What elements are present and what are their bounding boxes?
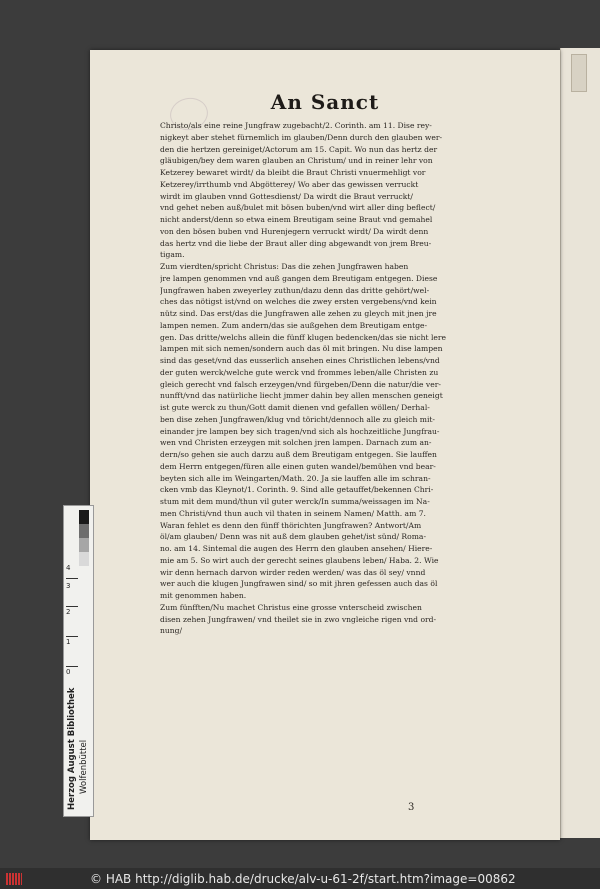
document-page bbox=[90, 50, 560, 840]
text-line: ben dise zehen Jungfrawen/klug vnd töricht/dennoch alle zu gleich mit- bbox=[160, 414, 436, 424]
text-line: Waran fehlet es denn den fünff thörichten Jungfrawen? Antwort/Am bbox=[160, 520, 422, 530]
adjacent-page-edge bbox=[560, 48, 600, 838]
gray-bar-light bbox=[79, 552, 89, 566]
text-line: nicht anderst/denn so etwa einem Breutigam seine Braut vnd gemahel bbox=[160, 215, 433, 224]
text-line: cken vmb das Kleynot/1. Corinth. 9. Sind alle getauffet/bekennen Chri- bbox=[160, 485, 434, 495]
scale-number: 0 bbox=[66, 668, 71, 676]
text-line: mie am 5. So wirt auch der gerecht seines glaubens leben/ Haba. 2. Wie bbox=[160, 555, 439, 565]
text-line: einander jre lampen bey sich tragen/vnd sich als hochzeitliche Jungfrau- bbox=[160, 426, 440, 436]
text-line: no. am 14. Sintemal die augen des Herrn den glauben ansehen/ Hiere- bbox=[160, 544, 433, 553]
text-line: lampen mit sich nemen/sondern auch das öl mit bringen. Nu dise lampen bbox=[160, 344, 443, 354]
text-line: ist gute werck zu thun/Gott damit dienen vnd gefallen wöllen/ Derhal- bbox=[160, 403, 430, 412]
page-clip bbox=[571, 54, 587, 92]
text-line: das hertz vnd die liebe der Braut aller ding abgewandt von jrem Breu- bbox=[160, 238, 432, 248]
text-line: nunfft/vnd das natürliche liecht jmmer dahin bey allen menschen geneigt bbox=[160, 391, 443, 401]
text-line: dern/so gehen sie auch darzu auß dem Breutigam entgegen. Sie lauffen bbox=[160, 450, 437, 459]
text-line: tigam. bbox=[160, 250, 185, 260]
text-line: wir denn hernach darvon wirder reden werden/ was das öl sey/ vnnd bbox=[160, 567, 426, 577]
text-line: wirdt im glauben vnnd Gottesdienst/ Da wirdt die Braut verruckt/ bbox=[160, 191, 413, 201]
text-line: Ketzerey/irrthumb vnd Abgötterey/ Wo aber das gewissen verruckt bbox=[160, 179, 419, 189]
text-line: jre lampen genommen vnd auß gangen dem Breutigam entgegen. Diese bbox=[160, 273, 438, 283]
scale-tick bbox=[66, 606, 78, 607]
scale-tick bbox=[66, 636, 78, 637]
signature-mark: 3 bbox=[408, 802, 415, 813]
text-line: vnd gehet neben auß/bulet mit bösen buben/vnd wirt aller ding beflect/ bbox=[160, 203, 436, 213]
text-line: den die hertzen gereiniget/Actorum am 15. Capit. Wo nun das hertz der bbox=[160, 144, 438, 154]
text-line: gleich gerecht vnd falsch erzeygen/vnd fürgeben/Denn die natur/die ver- bbox=[160, 379, 441, 389]
text-line: nütz sind. Das erst/das die Jungfrawen alle zehen zu gleych mit jnen jre bbox=[160, 309, 437, 318]
gray-bar-dark bbox=[79, 524, 89, 538]
library-name: Herzog August Bibliothek bbox=[67, 687, 77, 810]
text-line: dem Herrn entgegen/füren alle einen guten wandel/bemühen vnd bear- bbox=[160, 461, 436, 471]
text-line: mit genommen haben. bbox=[160, 591, 247, 600]
text-line: sind das geset/vnd das eusserlich ansehen eines Christlichen lebens/vnd bbox=[160, 356, 440, 365]
text-line: von den bösen buben vnd Hurenjegern verruckt wirdt/ Da wirdt denn bbox=[160, 226, 429, 236]
text-line: Jungfrawen haben zweyerley zuthun/dazu denn das dritte gehört/wel- bbox=[160, 285, 430, 295]
text-line: Christo/als eine reine Jungfraw zugebacht/2. Corinth. am 11. Dise rey- bbox=[160, 121, 432, 130]
text-line: stum mit dem mund/thun vil guter werck/In summa/weissagen im Na- bbox=[160, 497, 430, 506]
footer-bar bbox=[0, 868, 600, 889]
scale-number: 3 bbox=[66, 582, 71, 590]
page-heading: An Sanct bbox=[270, 90, 380, 114]
text-line: wen vnd Christen erzeygen mit solchen jren lampen. Darnach zum an- bbox=[160, 438, 432, 448]
text-line: ches das nötigst ist/vnd on welches die zwey ersten vergebens/vnd kein bbox=[160, 297, 437, 307]
scale-tick bbox=[66, 666, 78, 667]
text-line: disen zehen Jungfrawen/ vnd theilet sie in zwo vngleiche rigen vnd ord- bbox=[160, 614, 437, 624]
gray-scale-card bbox=[63, 505, 94, 817]
text-line: beyten sich alle im Weingarten/Math. 20. Ja sie lauffen alle im schran- bbox=[160, 473, 431, 483]
hab-logo-icon bbox=[6, 873, 22, 885]
text-line: men Christi/vnd thun auch vil thaten in seinem Namen/ Matth. am 7. bbox=[160, 508, 426, 518]
scale-number: 2 bbox=[66, 608, 71, 616]
text-line: wer auch die klugen Jungfrawen sind/ so mit jhren gefessen auch das öl bbox=[160, 579, 438, 589]
text-line: lampen nemen. Zum andern/das sie außgehen dem Breutigam entge- bbox=[160, 320, 428, 330]
text-line: Zum fünfften/Nu machet Christus eine grosse vnterscheid zwischen bbox=[160, 602, 422, 612]
text-line: nigkeyt aber stehet fürnemlich im glauben/Denn durch den glauben wer- bbox=[160, 132, 443, 142]
gray-bar-mid bbox=[79, 538, 89, 552]
text-line: öl/am glauben/ Denn was nit auß dem glauben gehet/ist sünd/ Roma- bbox=[160, 532, 427, 542]
footer-copyright-link[interactable]: © HAB http://diglib.hab.de/drucke/alv-u-61-2f/start.htm?image=00862 bbox=[90, 871, 516, 886]
text-line: Ketzerey bewaret wirdt/ da bleibt die Braut Christi vnuermehligt vor bbox=[160, 168, 426, 177]
scale-number: 4 bbox=[66, 564, 71, 572]
text-line: der guten werck/welche gute werck vnd frommes leben/alle Christen zu bbox=[160, 367, 439, 377]
scale-number: 1 bbox=[66, 638, 71, 646]
body-text bbox=[160, 120, 530, 637]
text-line: Zum vierdten/spricht Christus: Das die zehen Jungfrawen haben bbox=[160, 262, 409, 271]
gray-bar-black bbox=[79, 510, 89, 524]
text-line: nung/ bbox=[160, 626, 183, 636]
library-city: Wolfenbüttel bbox=[79, 739, 89, 794]
text-line: gen. Das dritte/welchs allein die fünff klugen bedencken/das sie nicht lere bbox=[160, 332, 447, 342]
scale-tick bbox=[66, 578, 78, 579]
text-line: gläubigen/bey dem waren glauben an Christum/ und in reiner lehr von bbox=[160, 156, 433, 166]
